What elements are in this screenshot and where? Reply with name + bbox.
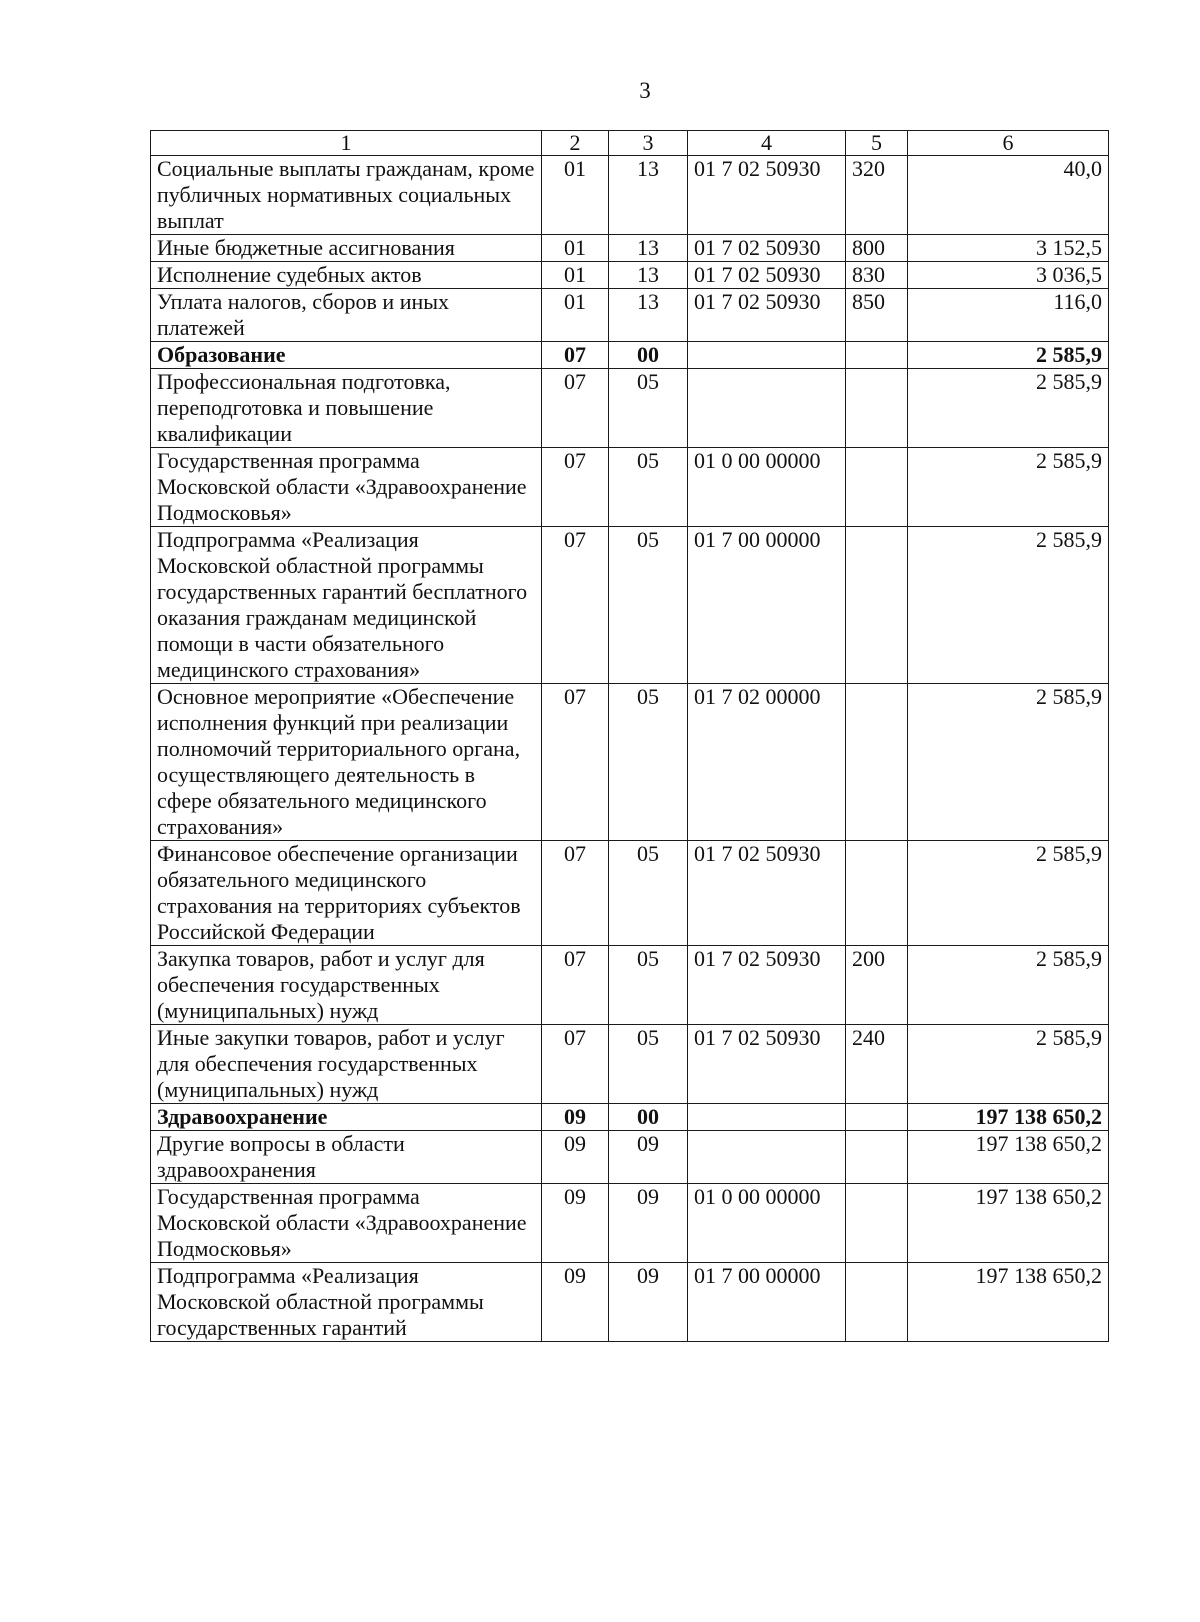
row-name-cell: Подпрограмма «Реализация Московской областной программы государственных гарантий бесплатного оказания гражданам медицинской помощи в части обязательного медицинского страхования» (151, 527, 542, 684)
table-row (151, 448, 1109, 527)
expense-type-cell: 320 (846, 156, 908, 235)
subsection-code-cell: 05 (609, 369, 688, 448)
expense-type-cell (846, 1104, 908, 1131)
subsection-code-cell: 09 (609, 1131, 688, 1184)
row-name-cell: Здравоохранение (151, 1104, 542, 1131)
column-header: 2 (542, 131, 609, 156)
expense-type-cell (846, 841, 908, 946)
amount-cell: 197 138 650,2 (908, 1104, 1109, 1131)
section-code-cell: 07 (542, 448, 609, 527)
target-article-cell (688, 1131, 846, 1184)
table-row (151, 527, 1109, 684)
table-row (151, 235, 1109, 262)
target-article-cell: 01 7 02 50930 (688, 289, 846, 342)
subsection-code-cell: 05 (609, 448, 688, 527)
row-name-cell: Основное мероприятие «Обеспечение исполнения функций при реализации полномочий территориального органа, осуществляющего деятельность в сфере обязательного медицинского страхования» (151, 684, 542, 841)
table-row (151, 342, 1109, 369)
target-article-cell: 01 7 00 00000 (688, 527, 846, 684)
section-code-cell: 01 (542, 262, 609, 289)
row-name-cell: Иные бюджетные ассигнования (151, 235, 542, 262)
section-code-cell: 01 (542, 235, 609, 262)
subsection-code-cell: 00 (609, 342, 688, 369)
column-header: 5 (846, 131, 908, 156)
section-code-cell: 01 (542, 156, 609, 235)
row-name-cell: Исполнение судебных актов (151, 262, 542, 289)
section-code-cell: 07 (542, 369, 609, 448)
amount-cell: 2 585,9 (908, 369, 1109, 448)
table-row (151, 684, 1109, 841)
table-row (151, 1184, 1109, 1263)
subsection-code-cell: 13 (609, 289, 688, 342)
amount-cell: 116,0 (908, 289, 1109, 342)
amount-cell: 197 138 650,2 (908, 1131, 1109, 1184)
row-name-cell: Финансовое обеспечение организации обязательного медицинского страхования на территориях субъектов Российской Федерации (151, 841, 542, 946)
amount-cell: 197 138 650,2 (908, 1184, 1109, 1263)
amount-cell: 2 585,9 (908, 684, 1109, 841)
table-row (151, 1104, 1109, 1131)
amount-cell: 2 585,9 (908, 841, 1109, 946)
section-code-cell: 09 (542, 1104, 609, 1131)
expense-type-cell (846, 1184, 908, 1263)
row-name-cell: Другие вопросы в области здравоохранения (151, 1131, 542, 1184)
target-article-cell: 01 7 02 50930 (688, 235, 846, 262)
target-article-cell: 01 7 02 50930 (688, 946, 846, 1025)
subsection-code-cell: 05 (609, 1025, 688, 1104)
expense-type-cell (846, 684, 908, 841)
row-name-cell: Образование (151, 342, 542, 369)
page-number: 3 (639, 78, 651, 103)
target-article-cell: 01 7 02 50930 (688, 841, 846, 946)
target-article-cell: 01 0 00 00000 (688, 1184, 846, 1263)
subsection-code-cell: 05 (609, 684, 688, 841)
subsection-code-cell: 09 (609, 1263, 688, 1342)
table-body (151, 156, 1109, 1342)
table-row (151, 262, 1109, 289)
amount-cell: 197 138 650,2 (908, 1263, 1109, 1342)
row-name-cell: Уплата налогов, сборов и иных платежей (151, 289, 542, 342)
subsection-code-cell: 05 (609, 527, 688, 684)
amount-cell: 3 152,5 (908, 235, 1109, 262)
expense-type-cell (846, 342, 908, 369)
expense-type-cell: 850 (846, 289, 908, 342)
expense-type-cell (846, 369, 908, 448)
section-code-cell: 09 (542, 1184, 609, 1263)
table-row (151, 369, 1109, 448)
table-row (151, 1025, 1109, 1104)
table-row (151, 1131, 1109, 1184)
expense-type-cell: 240 (846, 1025, 908, 1104)
row-name-cell: Социальные выплаты гражданам, кроме публичных нормативных социальных выплат (151, 156, 542, 235)
expense-type-cell (846, 448, 908, 527)
expense-type-cell: 800 (846, 235, 908, 262)
row-name-cell: Государственная программа Московской области «Здравоохранение Подмосковья» (151, 1184, 542, 1263)
subsection-code-cell: 00 (609, 1104, 688, 1131)
subsection-code-cell: 13 (609, 262, 688, 289)
subsection-code-cell: 13 (609, 235, 688, 262)
section-code-cell: 07 (542, 1025, 609, 1104)
column-header: 3 (609, 131, 688, 156)
column-header: 6 (908, 131, 1109, 156)
table-header-row (151, 131, 1109, 156)
target-article-cell: 01 7 02 50930 (688, 156, 846, 235)
subsection-code-cell: 05 (609, 946, 688, 1025)
column-header: 1 (151, 131, 542, 156)
section-code-cell: 07 (542, 684, 609, 841)
row-name-cell: Подпрограмма «Реализация Московской областной программы государственных гарантий (151, 1263, 542, 1342)
target-article-cell (688, 1104, 846, 1131)
table-row (151, 1263, 1109, 1342)
section-code-cell: 07 (542, 946, 609, 1025)
target-article-cell (688, 342, 846, 369)
expense-type-cell (846, 1131, 908, 1184)
expense-type-cell (846, 527, 908, 684)
expense-type-cell (846, 1263, 908, 1342)
expense-type-cell: 200 (846, 946, 908, 1025)
table-row (151, 156, 1109, 235)
subsection-code-cell: 13 (609, 156, 688, 235)
amount-cell: 40,0 (908, 156, 1109, 235)
section-code-cell: 09 (542, 1263, 609, 1342)
section-code-cell: 09 (542, 1131, 609, 1184)
table-row (151, 946, 1109, 1025)
row-name-cell: Государственная программа Московской области «Здравоохранение Подмосковья» (151, 448, 542, 527)
amount-cell: 2 585,9 (908, 1025, 1109, 1104)
subsection-code-cell: 09 (609, 1184, 688, 1263)
subsection-code-cell: 05 (609, 841, 688, 946)
row-name-cell: Закупка товаров, работ и услуг для обеспечения государственных (муниципальных) нужд (151, 946, 542, 1025)
row-name-cell: Иные закупки товаров, работ и услуг для обеспечения государственных (муниципальных) нужд (151, 1025, 542, 1104)
target-article-cell: 01 0 00 00000 (688, 448, 846, 527)
amount-cell: 2 585,9 (908, 527, 1109, 684)
section-code-cell: 07 (542, 841, 609, 946)
amount-cell: 2 585,9 (908, 946, 1109, 1025)
target-article-cell (688, 369, 846, 448)
target-article-cell: 01 7 00 00000 (688, 1263, 846, 1342)
column-header: 4 (688, 131, 846, 156)
amount-cell: 2 585,9 (908, 342, 1109, 369)
amount-cell: 2 585,9 (908, 448, 1109, 527)
section-code-cell: 01 (542, 289, 609, 342)
table-row (151, 289, 1109, 342)
target-article-cell: 01 7 02 00000 (688, 684, 846, 841)
table-row (151, 841, 1109, 946)
section-code-cell: 07 (542, 527, 609, 684)
budget-table (150, 130, 1109, 1342)
target-article-cell: 01 7 02 50930 (688, 262, 846, 289)
expense-type-cell: 830 (846, 262, 908, 289)
amount-cell: 3 036,5 (908, 262, 1109, 289)
section-code-cell: 07 (542, 342, 609, 369)
row-name-cell: Профессиональная подготовка, переподготовка и повышение квалификации (151, 369, 542, 448)
target-article-cell: 01 7 02 50930 (688, 1025, 846, 1104)
